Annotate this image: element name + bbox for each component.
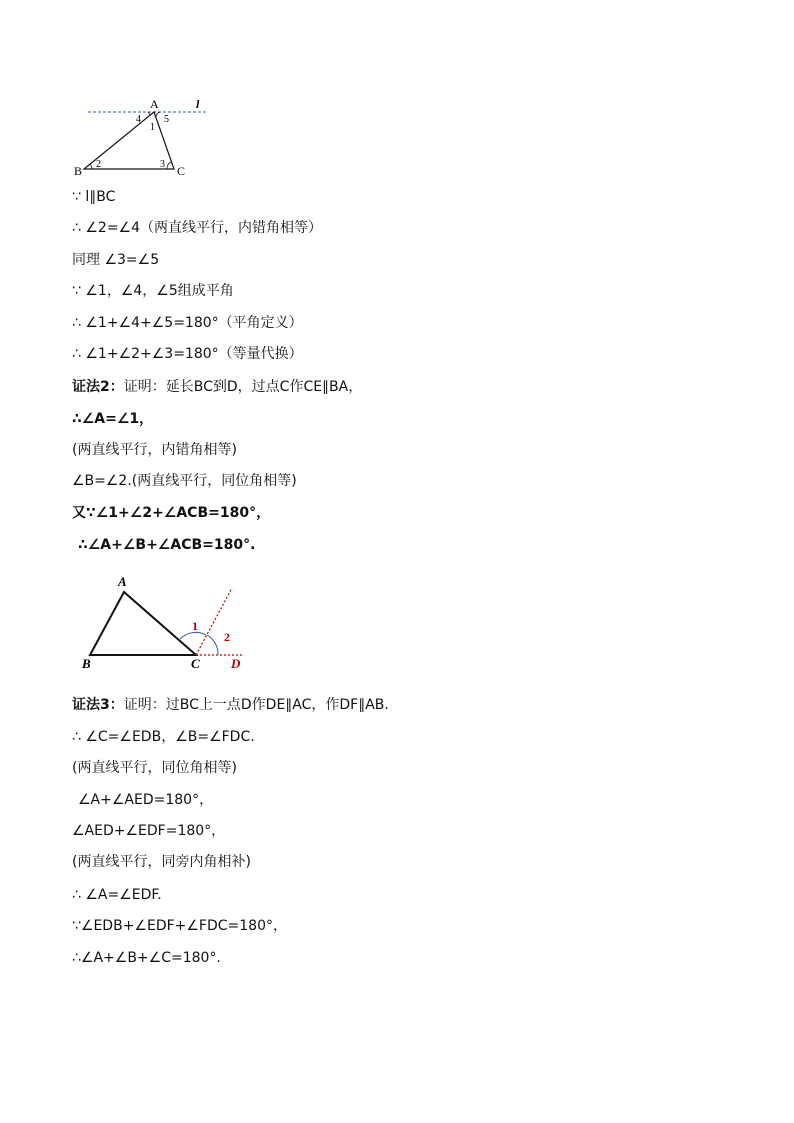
proof3-line-5: ∠AED+∠EDF=180°， xyxy=(72,823,226,839)
proof3-line-8: ∵∠EDB+∠EDF+∠FDC=180°， xyxy=(72,918,287,934)
proof1-line-1: ∵ l∥BC xyxy=(72,189,116,205)
angle-arc-3 xyxy=(167,162,171,169)
fig2-label-B: B xyxy=(82,656,91,671)
figure-triangle-parallel-line xyxy=(70,92,220,184)
proof1-line-2: ∴ ∠2=∠4（两直线平行，内错角相等） xyxy=(72,220,323,236)
proof2-line-4: ∠B=∠2.(两直线平行，同位角相等) xyxy=(72,473,297,489)
proof2-line-3: (两直线平行，内错角相等) xyxy=(72,442,237,458)
proof1-line-4: ∵ ∠1，∠4，∠5组成平角 xyxy=(72,283,234,299)
proof2-line-1 xyxy=(72,378,362,396)
angle-arc-5 xyxy=(156,112,160,117)
figure-triangle-extension xyxy=(74,572,254,674)
proof2-line-5: 又∵∠1+∠2+∠ACB=180°， xyxy=(72,505,271,521)
fig1-angle-4: 4 xyxy=(136,114,141,125)
proof2-line-6: ∴∠A+∠B+∠ACB=180°. xyxy=(78,537,256,553)
fig1-label-C: C xyxy=(177,164,186,178)
proof1-line-6: ∴ ∠1+∠2+∠3=180°（等量代换） xyxy=(72,346,303,362)
triangle-abc-2 xyxy=(90,592,196,655)
proof2-heading: 证法2： xyxy=(72,379,124,395)
proof3-statement: 证明：过BC上一点D作DE∥AC，作DF∥AB. xyxy=(123,697,389,713)
fig2-label-A: A xyxy=(118,574,127,589)
fig1-angle-5: 5 xyxy=(164,114,169,125)
proof3-line-9: ∴∠A+∠B+∠C=180°. xyxy=(72,950,221,966)
proof1-line-3: 同理 ∠3=∠5 xyxy=(72,252,160,268)
fig1-label-B: B xyxy=(74,164,83,178)
angle-arc-1 xyxy=(180,632,206,639)
fig2-angle-1: 1 xyxy=(192,619,198,633)
proof3-line-7: ∴ ∠A=∠EDF. xyxy=(72,887,162,903)
proof3-line-6: (两直线平行，同旁内角相补) xyxy=(72,854,251,870)
proof2-line-2: ∴∠A=∠1， xyxy=(72,411,154,427)
proof3-line-1 xyxy=(72,696,389,714)
angle-arc-2 xyxy=(90,164,92,169)
fig2-label-D: D xyxy=(231,656,241,671)
fig1-label-A: A xyxy=(150,97,159,111)
fig2-angle-2: 2 xyxy=(224,630,230,644)
proof3-line-4: ∠A+∠AED=180°， xyxy=(78,792,214,808)
proof2-statement: 证明：延长BC到D，过点C作CE∥BA， xyxy=(123,379,363,395)
angle-arc-2b xyxy=(207,635,218,655)
proof3-line-3: (两直线平行，同位角相等) xyxy=(72,760,237,776)
fig1-label-l: l xyxy=(196,97,200,111)
fig1-angle-3: 3 xyxy=(160,159,165,170)
proof3-line-2: ∴ ∠C=∠EDB，∠B=∠FDC. xyxy=(72,729,255,745)
fig1-angle-1: 1 xyxy=(150,122,155,133)
parallel-ray-ce xyxy=(196,588,232,655)
fig2-label-C: C xyxy=(191,656,200,671)
proof3-heading: 证法3： xyxy=(72,697,124,713)
proof1-line-5: ∴ ∠1+∠4+∠5=180°（平角定义） xyxy=(72,315,303,331)
fig1-angle-2: 2 xyxy=(96,159,101,170)
